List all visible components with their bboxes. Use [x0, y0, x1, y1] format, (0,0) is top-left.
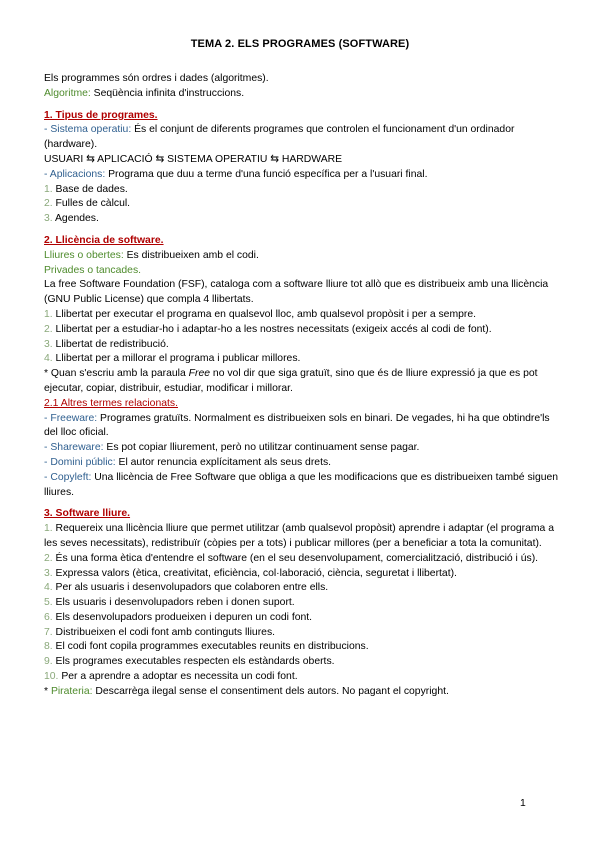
document-body — [44, 72, 564, 700]
list-item: 9. Els programes executables respecten els estàndards oberts. — [44, 656, 335, 668]
document-title: TEMA 2. ELS PROGRAMES (SOFTWARE) — [190, 38, 410, 50]
aplicacions-definition: - Aplicacions: Programa que duu a terme d'una funció específica per a l'usuari final. — [44, 168, 428, 180]
section-3-heading: 3. Software lliure. — [44, 508, 131, 520]
lliures-definition: Lliures o obertes: Es distribueixen amb el codi. — [44, 249, 259, 261]
fsf-paragraph: La free Software Foundation (FSF), cataloga com a software lliure tot allò que es distribueix amb una llicència (GNU Public License) que compla 4 llibertats. — [44, 279, 549, 306]
freeware-term: Freeware: — [50, 412, 98, 424]
section-2-heading: 2. Llicència de software. — [44, 234, 164, 246]
list-item: 5. Els usuaris i desenvolupadors reben i donen suport. — [44, 597, 295, 609]
privades-term: Privades o tancades. — [44, 264, 142, 276]
section-1-heading: 1. Tipus de programes. — [44, 109, 158, 121]
list-item: 3. Agendes. — [44, 213, 99, 225]
algoritme-term: Algoritme: — [44, 87, 91, 99]
sistema-operatiu-term: Sistema operatiu: — [50, 124, 132, 136]
pirateria-definition: * Pirateria: Descarrèga ilegal sense el consentiment dels autors. No pagant el copyright. — [44, 685, 449, 697]
list-item: 4. Llibertat per a millorar el programa i publicar millores. — [44, 353, 301, 365]
lliures-term: Lliures o obertes: — [44, 249, 124, 261]
list-item: 3. Expressa valors (ètica, creativitat, eficiència, col·laboració, ciència, seguretat i llibertat). — [44, 567, 457, 579]
page-number: 1 — [520, 798, 526, 809]
list-item: 3. Llibertat de redistribució. — [44, 338, 169, 350]
list-item: 8. El codi font copila programmes executables reunits en distribucions. — [44, 641, 369, 653]
domini-public-term: Domini públic: — [50, 456, 116, 468]
aplicacions-term: Aplicacions: — [49, 168, 106, 180]
copyleft-term: Copyleft: — [50, 471, 92, 483]
term-definition: - Copyleft: Una llicència de Free Software que obliga a que les modificacions que es distribueixen també siguen lliures. — [44, 471, 559, 498]
list-item: 2. Llibertat per a estudiar-ho i adaptar-ho a les nostres necessitats (exigeix accés al codi de font). — [44, 323, 492, 335]
intro-line: Els programmes són ordres i dades (algoritmes). — [44, 73, 269, 84]
layer-flow: USUARI ⇆ APLICACIÓ ⇆ SISTEMA OPERATIU ⇆ HARDWARE — [44, 153, 343, 165]
section-2-1-heading: 2.1 Altres termes relacionats. — [44, 397, 178, 409]
list-item: 2. Fulles de càlcul. — [44, 198, 131, 210]
term-definition: - Shareware: Es pot copiar lliurement, però no utilitzar continuament sense pagar. — [44, 442, 420, 454]
list-item: 1. Requereix una llicència lliure que permet utilitzar (amb qualsevol propòsit) aprendre i adaptar (el programa a les seves necessitats), redistribuïr (còpies per a tots) i publicar millores (per a beneficiar a tota la comunitat). — [44, 523, 554, 549]
list-item: 2. És una forma ètica d'entendre el software (en el seu desenvolupament, comercialització, distribució i ús). — [44, 552, 539, 564]
pirateria-term: Pirateria: — [50, 685, 93, 697]
list-item: 7. Distribueixen el codi font amb continguts lliures. — [44, 626, 276, 638]
shareware-term: Shareware: — [50, 442, 104, 454]
list-item: 4. Per als usuaris i desenvolupadors que colaboren entre ells. — [44, 582, 329, 594]
list-item: 6. Els desenvolupadors produeixen i depuren un codi font. — [44, 611, 313, 623]
list-item: 1. Base de dades. — [44, 183, 128, 195]
algoritme-definition: Algoritme: Seqüència infinita d'instruccions. — [44, 87, 245, 99]
list-item: 1. Llibertat per executar el programa en qualsevol lloc, amb qualsevol propòsit i per a sempre. — [44, 308, 477, 320]
list-item: 10. Per a aprendre a adoptar es necessita un codi font. — [44, 671, 298, 683]
free-note: * Quan s'escriu amb la paraula Free no vol dir que siga gratuït, sino que és de lliure expressió ja que es pot ejecutar, copiar, distribuir, estudiar, modificar i millorar. — [44, 368, 538, 394]
sistema-operatiu-definition: - Sistema operatiu: És el conjunt de diferents programes que controlen el funcionament d'un ordinador (hardware). — [44, 124, 515, 151]
term-definition: - Domini públic: El autor renuncia explícitament als seus drets. — [44, 456, 332, 468]
term-definition: - Freeware: Programes gratuïts. Normalment es distribueixen sols en binari. De vegades, hi ha que obtindre'ls del lloc oficial. — [44, 412, 550, 439]
